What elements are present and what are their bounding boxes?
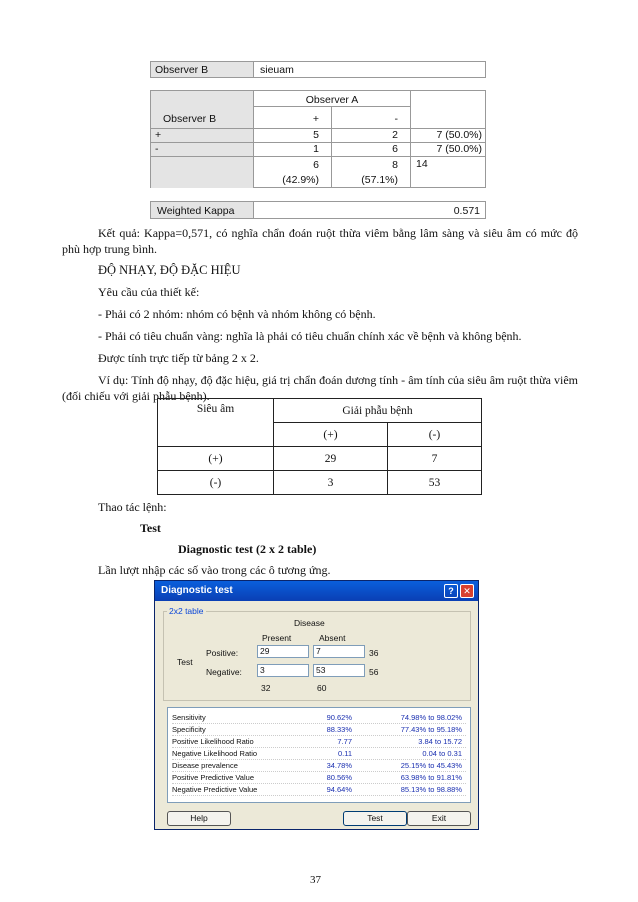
- result-value: 0.11: [337, 749, 352, 758]
- result-value: 94.64%: [326, 785, 352, 794]
- observer-b-label: Observer B: [151, 62, 254, 78]
- positive-absent-input[interactable]: 7: [313, 645, 365, 658]
- false-negative-cell: 3: [274, 471, 388, 495]
- col-minus-total-pct: (57.1%): [361, 174, 398, 186]
- present-label: Present: [262, 633, 292, 643]
- result-row-nlr: [172, 748, 466, 760]
- negative-absent-input[interactable]: 53: [313, 664, 365, 677]
- result-name: Positive Likelihood Ratio: [172, 737, 254, 746]
- row-plus-total: 7 (50.0%): [411, 129, 486, 143]
- absent-label: Absent: [319, 633, 346, 643]
- groupbox-title: 2x2 table: [169, 606, 204, 616]
- true-negative-cell: 53: [387, 471, 481, 495]
- result-ci: 77.43% to 95.18%: [400, 725, 462, 734]
- exit-button[interactable]: Exit: [407, 811, 471, 826]
- cell-plus-minus: 2: [332, 129, 411, 143]
- cell-minus-minus: 6: [332, 143, 411, 157]
- diagnostic-test-dialog: [154, 580, 479, 830]
- kappa-crosstab: [150, 90, 486, 188]
- example-paragraph: Ví dụ: Tính độ nhạy, độ đặc hiệu, giá trị chẩn đoán dương tính - âm tính của siêu âm ruột thừa viêm (đối chiếu với giải phẫu bệnh).: [62, 373, 578, 403]
- page-number: 37: [310, 874, 321, 886]
- crosstab-corner: [411, 91, 486, 129]
- grand-total: 14: [416, 158, 428, 170]
- ultrasound-positive-label: (+): [158, 447, 274, 471]
- result-row-ppv: [172, 772, 466, 784]
- col-plus-header: +: [254, 107, 332, 129]
- col-plus-total: [254, 157, 332, 188]
- observer-a-header: Observer A: [254, 91, 411, 107]
- test-label: Test: [177, 657, 193, 667]
- row-minus-label: -: [151, 143, 254, 157]
- help-icon[interactable]: ?: [444, 584, 458, 598]
- pathology-negative-header: (-): [387, 423, 481, 447]
- weighted-kappa-value: 0.571: [254, 202, 486, 219]
- result-ci: 25.15% to 45.43%: [400, 761, 462, 770]
- close-icon[interactable]: ✕: [460, 584, 474, 598]
- col-plus-total-pct: (42.9%): [282, 174, 319, 186]
- positive-label: Positive:: [206, 648, 239, 658]
- result-value: 7.77: [337, 737, 352, 746]
- weighted-kappa-label: Weighted Kappa: [151, 202, 254, 219]
- col-minus-total: [332, 157, 411, 188]
- result-name: Negative Likelihood Ratio: [172, 749, 258, 758]
- ultrasound-header: Siêu âm: [158, 399, 274, 447]
- requirement-1: - Phải có 2 nhóm: nhóm có bệnh và nhóm không có bệnh.: [98, 307, 376, 321]
- result-name: Disease prevalence: [172, 761, 238, 770]
- negative-present-input[interactable]: 3: [257, 664, 309, 677]
- result-row-npv: [172, 784, 466, 796]
- row-total-negative: 56: [369, 667, 379, 677]
- row-plus-label: +: [151, 129, 254, 143]
- result-ci: 0.04 to 0.31: [422, 749, 462, 758]
- result-ci: 85.13% to 98.88%: [400, 785, 462, 794]
- result-ci: 74.98% to 98.02%: [400, 713, 462, 722]
- computed-from-2x2: Được tính trực tiếp từ bảng 2 x 2.: [98, 351, 259, 365]
- result-row-plr: [172, 736, 466, 748]
- result-name: Negative Predictive Value: [172, 785, 258, 794]
- row-minus-total: 7 (50.0%): [411, 143, 486, 157]
- positive-present-input[interactable]: 29: [257, 645, 309, 658]
- false-positive-cell: 7: [387, 447, 481, 471]
- requirement-2: - Phải có tiêu chuẩn vàng: nghĩa là phải có tiêu chuẩn chính xác về bệnh và không bệnh.: [98, 329, 522, 343]
- col-plus-total-n: 6: [313, 159, 319, 171]
- command-instructions: Thao tác lệnh:: [98, 500, 167, 514]
- crosstab-row-label: Observer B: [151, 91, 254, 129]
- menu-test: Test: [140, 521, 161, 535]
- pathology-header: Giải phẫu bệnh: [274, 399, 482, 423]
- result-ci: 3.84 to 15.72: [418, 737, 462, 746]
- result-paragraph: Kết quả: Kappa=0,571, có nghĩa chẩn đoán ruột thừa viêm bằng lâm sàng và siêu âm có mức độ phù hợp trung bình.: [62, 226, 578, 256]
- ultrasound-negative-label: (-): [158, 471, 274, 495]
- result-value: 34.78%: [326, 761, 352, 770]
- kappa-observer-table: [150, 61, 486, 78]
- enter-values-instruction: Lần lượt nhập các số vào trong các ô tương ứng.: [98, 563, 331, 577]
- design-requirements: Yêu cầu của thiết kế:: [98, 285, 200, 299]
- test-button[interactable]: Test: [343, 811, 407, 826]
- result-name: Sensitivity: [172, 713, 206, 722]
- true-positive-cell: 29: [274, 447, 388, 471]
- cell-plus-plus: 5: [254, 129, 332, 143]
- col-total-present: 32: [261, 683, 271, 693]
- result-ci: 63.98% to 91.81%: [400, 773, 462, 782]
- section-heading: ĐỘ NHẠY, ĐỘ ĐẶC HIỆU: [98, 263, 241, 277]
- dialog-title: Diagnostic test: [161, 585, 233, 596]
- result-row-sensitivity: [172, 712, 466, 724]
- result-name: Positive Predictive Value: [172, 773, 254, 782]
- result-value: 88.33%: [326, 725, 352, 734]
- col-minus-header: -: [332, 107, 411, 129]
- results-panel: [167, 707, 471, 803]
- result-row-prevalence: [172, 760, 466, 772]
- observer-b-value: sieuam: [254, 62, 486, 78]
- clinical-2x2-table: [157, 398, 482, 495]
- col-total-absent: 60: [317, 683, 327, 693]
- result-row-specificity: [172, 724, 466, 736]
- result-value: 80.56%: [326, 773, 352, 782]
- dialog-titlebar[interactable]: [155, 581, 478, 601]
- negative-label: Negative:: [206, 667, 242, 677]
- disease-label: Disease: [294, 618, 325, 628]
- row-total-positive: 36: [369, 648, 379, 658]
- totals-label-cell: [151, 157, 254, 188]
- help-button[interactable]: Help: [167, 811, 231, 826]
- pathology-positive-header: (+): [274, 423, 388, 447]
- cell-minus-plus: 1: [254, 143, 332, 157]
- col-minus-total-n: 8: [392, 159, 398, 171]
- result-name: Specificity: [172, 725, 206, 734]
- weighted-kappa-table: [150, 201, 486, 219]
- menu-diagnostic-test: Diagnostic test (2 x 2 table): [178, 542, 317, 556]
- result-value: 90.62%: [326, 713, 352, 722]
